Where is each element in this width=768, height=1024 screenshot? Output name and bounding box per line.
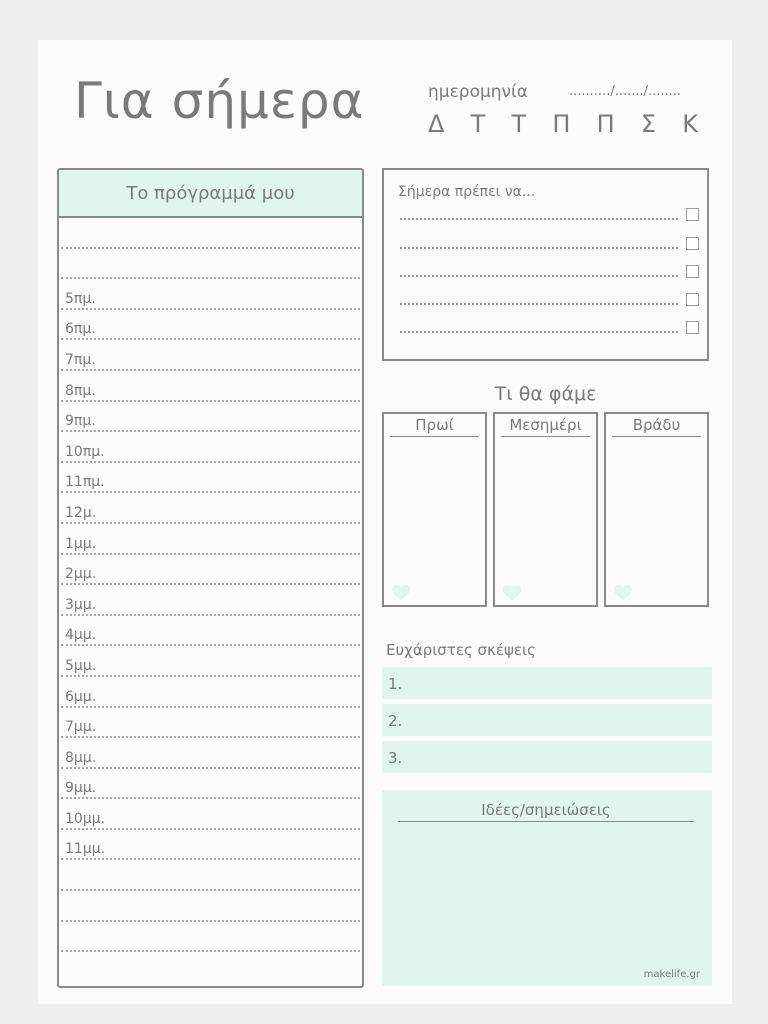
weekday-saturday[interactable]: Σ bbox=[640, 110, 657, 138]
todo-item[interactable] bbox=[400, 208, 700, 224]
meal-label: Πρωί bbox=[390, 416, 479, 437]
schedule-row[interactable] bbox=[61, 585, 360, 616]
todo-line[interactable] bbox=[400, 331, 678, 333]
weekday-thursday[interactable]: Π bbox=[552, 110, 571, 138]
hour-label: 6μμ. bbox=[65, 688, 97, 705]
meal-label: Μεσημέρι bbox=[501, 416, 590, 437]
page-title: Για σήμερα bbox=[74, 72, 365, 130]
checkbox[interactable] bbox=[686, 237, 699, 250]
checkbox[interactable] bbox=[686, 293, 699, 306]
todo-line[interactable] bbox=[400, 275, 678, 277]
checkbox[interactable] bbox=[686, 265, 699, 278]
weekday-friday[interactable]: Π bbox=[596, 110, 615, 138]
schedule-row[interactable] bbox=[61, 860, 360, 891]
checkbox[interactable] bbox=[686, 208, 699, 221]
hour-label: 11μμ. bbox=[65, 841, 106, 858]
meal-label: Βράδυ bbox=[612, 416, 701, 437]
hour-label: 8πμ. bbox=[65, 382, 96, 399]
todo-line[interactable] bbox=[400, 218, 678, 220]
weekday-monday[interactable]: Δ bbox=[428, 110, 445, 138]
gratitude-item[interactable]: 2. bbox=[382, 704, 712, 736]
hour-label bbox=[61, 949, 65, 950]
hour-label bbox=[61, 246, 65, 247]
hour-label: 6πμ. bbox=[65, 321, 96, 338]
weekday-row bbox=[428, 110, 698, 138]
hour-label: 2μμ. bbox=[65, 566, 97, 583]
hour-label: 8μμ. bbox=[65, 749, 97, 766]
schedule-row[interactable] bbox=[61, 891, 360, 922]
weekday-sunday[interactable]: Κ bbox=[682, 110, 698, 138]
schedule-row[interactable] bbox=[61, 555, 360, 586]
hour-label: 1μμ. bbox=[65, 535, 97, 552]
gratitude-title: Ευχάριστες σκέψεις bbox=[386, 641, 536, 659]
hour-label: 10μμ. bbox=[65, 810, 106, 827]
meal-column-evening[interactable] bbox=[604, 412, 709, 607]
hour-label: 5μμ. bbox=[65, 657, 97, 674]
todo-line[interactable] bbox=[400, 247, 678, 249]
hour-label: 7μμ. bbox=[65, 719, 97, 736]
meals-title: Τι θα φάμε bbox=[494, 383, 597, 405]
weekday-tuesday[interactable]: Τ bbox=[470, 110, 486, 138]
schedule-row[interactable] bbox=[61, 799, 360, 830]
todo-item[interactable] bbox=[400, 321, 700, 337]
schedule-row[interactable] bbox=[61, 310, 360, 341]
schedule-row[interactable] bbox=[61, 922, 360, 953]
schedule-title: Το πρόγραμμά μου bbox=[59, 170, 362, 218]
checkbox[interactable] bbox=[686, 321, 699, 334]
schedule-row[interactable] bbox=[61, 340, 360, 371]
hour-label bbox=[61, 276, 65, 277]
todo-title: Σήμερα πρέπει να... bbox=[398, 184, 536, 200]
weekday-wednesday[interactable]: Τ bbox=[511, 110, 527, 138]
hour-label: 3μμ. bbox=[65, 596, 97, 613]
gratitude-item[interactable]: 1. bbox=[382, 667, 712, 699]
schedule-row[interactable] bbox=[61, 432, 360, 463]
schedule-row[interactable] bbox=[61, 279, 360, 310]
todo-item[interactable] bbox=[400, 237, 700, 253]
schedule-panel bbox=[57, 168, 364, 988]
hour-label: 5πμ. bbox=[65, 290, 96, 307]
todo-item[interactable] bbox=[400, 293, 700, 309]
schedule-row[interactable] bbox=[61, 830, 360, 861]
schedule-row[interactable] bbox=[61, 646, 360, 677]
date-label: ημερομηνία bbox=[428, 82, 529, 102]
hour-label: 9μμ. bbox=[65, 780, 97, 797]
schedule-row[interactable] bbox=[61, 738, 360, 769]
schedule-row[interactable] bbox=[61, 218, 360, 249]
hour-label: 4μμ. bbox=[65, 627, 97, 644]
hour-label: 9πμ. bbox=[65, 413, 96, 430]
schedule-row[interactable] bbox=[61, 493, 360, 524]
schedule-row[interactable] bbox=[61, 616, 360, 647]
notes-panel[interactable] bbox=[382, 790, 712, 986]
todo-panel bbox=[382, 168, 709, 361]
schedule-row[interactable] bbox=[61, 371, 360, 402]
schedule-row[interactable] bbox=[61, 402, 360, 433]
date-field[interactable]: ........../......./........ bbox=[569, 84, 682, 99]
schedule-row[interactable] bbox=[61, 769, 360, 800]
hour-label: 7πμ. bbox=[65, 351, 96, 368]
heart-icon bbox=[392, 585, 410, 601]
hour-label: 12μ. bbox=[65, 504, 97, 521]
gratitude-item[interactable]: 3. bbox=[382, 741, 712, 773]
schedule-row[interactable] bbox=[61, 524, 360, 555]
brand-label: makelife.gr bbox=[643, 969, 700, 980]
hour-label bbox=[61, 888, 65, 889]
hour-label: 10πμ. bbox=[65, 443, 105, 460]
todo-line[interactable] bbox=[400, 303, 678, 305]
schedule-row[interactable] bbox=[61, 463, 360, 494]
schedule-row[interactable] bbox=[61, 677, 360, 708]
hour-label bbox=[61, 919, 65, 920]
notes-title: Ιδέες/σημειώσεις bbox=[398, 801, 694, 822]
todo-item[interactable] bbox=[400, 265, 700, 281]
schedule-row[interactable] bbox=[61, 708, 360, 739]
schedule-row[interactable] bbox=[61, 249, 360, 280]
heart-icon bbox=[503, 585, 521, 601]
heart-icon bbox=[614, 585, 632, 601]
meal-column-morning[interactable] bbox=[382, 412, 487, 607]
meal-column-noon[interactable] bbox=[493, 412, 598, 607]
hour-label: 11πμ. bbox=[65, 474, 105, 491]
